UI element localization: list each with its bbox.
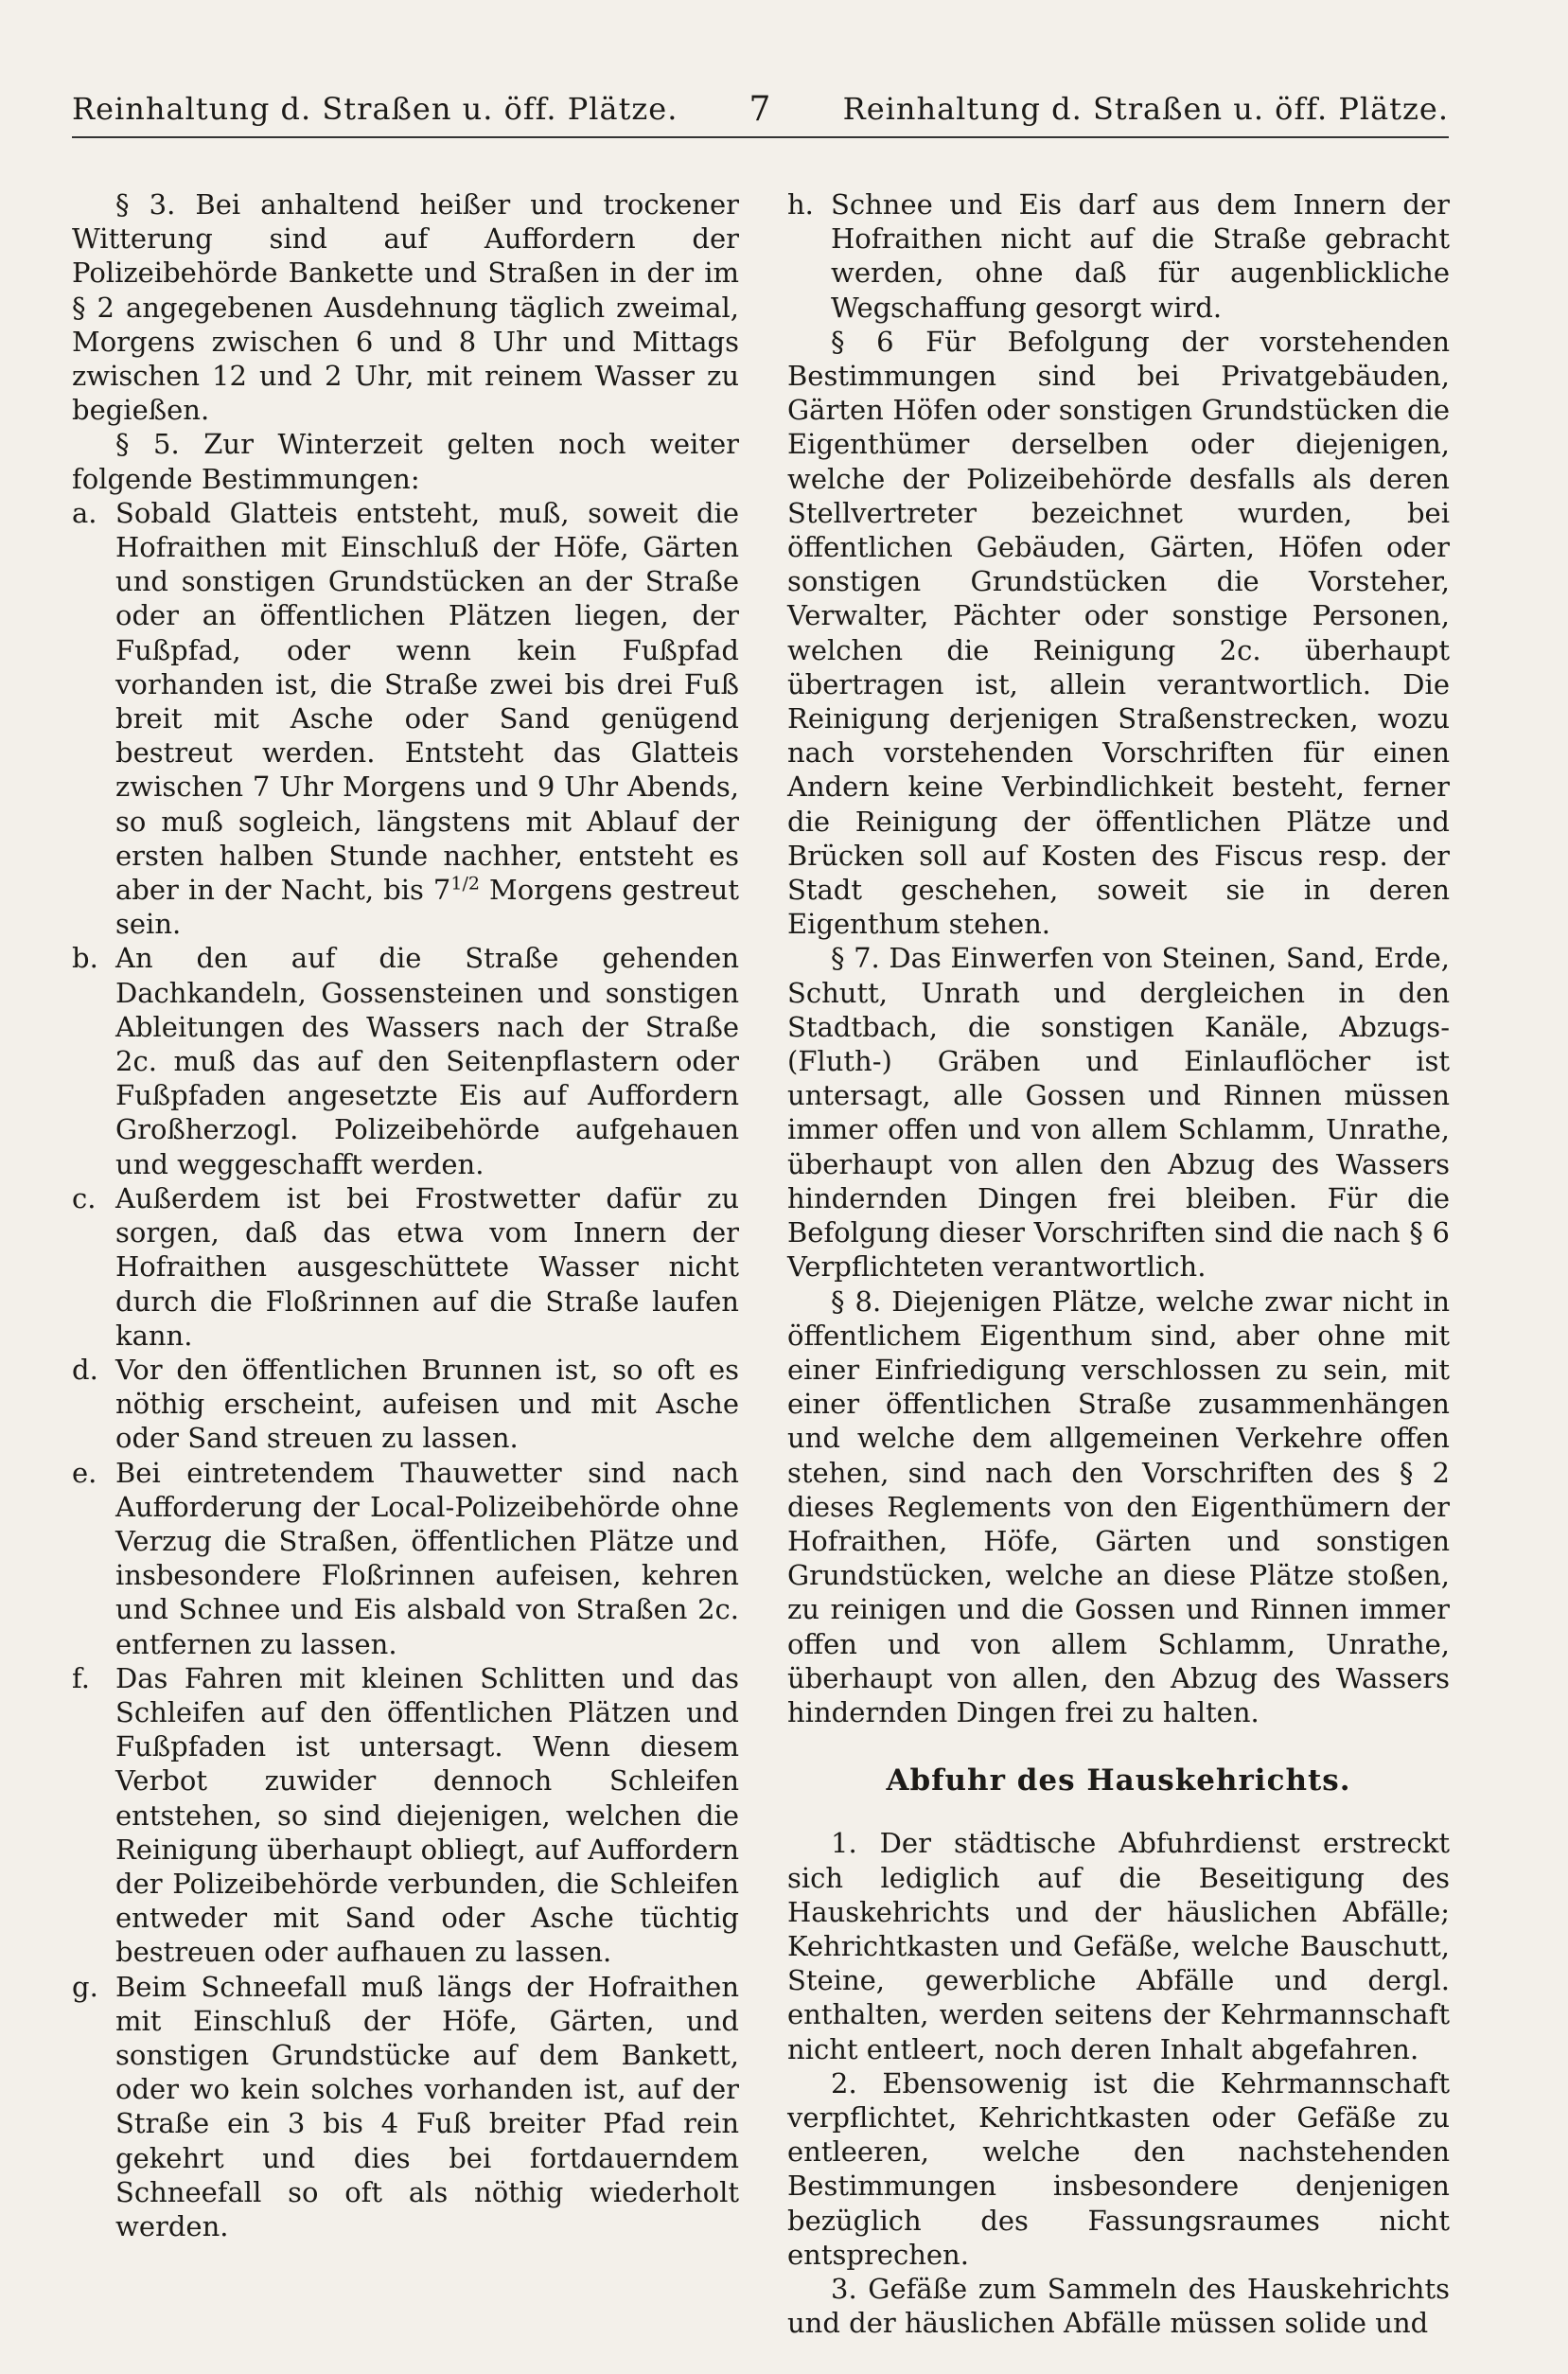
paragraph-3: § 3. Bei anhaltend heißer und trockener Witterung sind auf Auffordern der Polizeibehörde Bankette und Straßen in der im § 2 angegebenen Ausdehnung täglich zweimal, Morgens zwischen 6 und 8 Uhr und Mittags zwischen 12 und 2 Uhr, mit reinem Wasser zu begießen.	[72, 188, 739, 427]
paragraph-6: § 6 Für Befolgung der vorstehenden Bestimmungen sind bei Privatgebäuden, Gärten Höfen oder sonstigen Grundstücken die Eigenthümer derselben oder diejenigen, welche der Polizeibehörde desfalls als deren Stellvertreter bezeichnet wurden, bei öffentlichen Gebäuden, Gärten, Höfen oder sonstigen Grundstücken die Vorsteher, Verwalter, Pächter oder sonstige Personen, welchen die Reinigung 2c. überhaupt übertragen ist, allein verantwortlich. Die Reinigung derjenigen Straßenstrecken, wozu nach vorstehenden Vorschriften für einen Andern keine Verbindlichkeit besteht, ferner die Reinigung der öffentlichen Plätze und Brücken soll auf Kosten des Fiscus resp. der Stadt geschehen, soweit sie in deren Eigenthum stehen.	[787, 325, 1450, 941]
paragraph-5: § 5. Zur Winterzeit gelten noch weiter folgende Bestimmungen:	[72, 428, 739, 495]
item-text: Schnee und Eis darf aus dem Innern der Hofraithen nicht auf die Straße gebracht werden, ohne daß für augenblickliche Wegschaffung gesorgt wird.	[831, 188, 1450, 324]
header-left-title: Reinhaltung d. Straßen u. öff. Plätze.	[72, 91, 678, 127]
list-item-d	[72, 1353, 739, 1456]
item-label: b.	[72, 942, 98, 975]
list-item-a	[72, 496, 739, 942]
item-text: An den auf die Straße gehenden Dachkandeln, Gossensteinen und sonstigen Ableitungen des Wassers nach der Straße 2c. muß das auf den Seitenpflastern oder Fußpfaden angesetzte Eis auf Auffordern Großherzogl. Polizeibehörde aufgehauen und weggeschafft werden.	[115, 942, 739, 1180]
numbered-paragraph-2: 2. Ebensowenig ist die Kehrmannschaft verpflichtet, Kehrichtkasten oder Gefäße zu entleeren, welche den nachstehenden Bestimmungen insbesondere denjenigen bezüglich des Fassungsraumes nicht entsprechen.	[787, 2066, 1450, 2271]
item-label: c.	[72, 1181, 97, 1214]
item-text-part: Sobald Glatteis entsteht, muß, soweit die Hofraithen mit Einschluß der Höfe, Gärten und sonstigen Grundstücken an der Straße oder an öffentlichen Plätzen liegen, der Fußpfad, oder wenn kein Fußpfad vorhanden ist, die Straße zwei bis drei Fuß breit mit Asche oder Sand genügend bestreut werden. Entsteht das Glatteis zwischen 7 Uhr Morgens und 9 Uhr Abends, so muß sogleich, längstens mit Ablauf der ersten halben Stunde nachher, entsteht es aber in der Nacht, bis 7	[115, 496, 739, 907]
section-heading: Abfuhr des Hauskehrichts.	[886, 1763, 1351, 1798]
left-column	[72, 187, 739, 2243]
paragraph-7: § 7. Das Einwerfen von Steinen, Sand, Erde, Schutt, Unrath und dergleichen in den Stadtbach, die sonstigen Kanäle, Abzugs-(Fluth-) Gräben und Einlauflöcher ist untersagt, alle Gossen und Rinnen müssen immer offen und von allem Schlamm, Unrathe, überhaupt von allen den Abzug des Wassers hindernden Dingen frei bleiben. Für die Befolgung dieser Vorschriften sind die nach § 6 Verpflichteten verantwortlich.	[787, 942, 1450, 1284]
numbered-paragraph-1: 1. Der städtische Abfuhrdienst erstreckt sich lediglich auf die Beseitigung des Hauskehrichts und der häuslichen Abfälle; Kehrichtkasten und Gefäße, welche Bauschutt, Steine, gewerbliche Abfälle und dergl. enthalten, werden seitens der Kehrmannschaft nicht entleert, noch deren Inhalt abgefahren.	[787, 1827, 1450, 2065]
header-right-title: Reinhaltung d. Straßen u. öff. Plätze.	[842, 91, 1449, 127]
item-label: e.	[72, 1456, 97, 1489]
item-label: d.	[72, 1353, 98, 1386]
fraction-superscript: 1/2	[450, 873, 480, 895]
item-text: Außerdem ist bei Frostwetter dafür zu sorgen, daß das etwa vom Innern der Hofraithen ausgeschüttete Wasser nicht durch die Floßrinnen auf die Straße laufen kann.	[115, 1181, 739, 1352]
item-text: Beim Schneefall muß längs der Hofraithen mit Einschluß der Höfe, Gärten, und sonstigen Grundstücke auf dem Bankett, oder wo kein solches vorhanden ist, auf der Straße ein 3 bis 4 Fuß breiter Pfad rein gekehrt und dies bei fortdauerndem Schneefall so oft als nöthig wiederholt werden.	[115, 1970, 739, 2242]
list-item-h	[787, 187, 1450, 325]
item-text: Bei eintretendem Thauwetter sind nach Aufforderung der Local-Polizeibehörde ohne Verzug die Straßen, öffentlichen Plätze und insbesondere Floßrinnen aufeisen, kehren und Schnee und Eis alsbald von Straßen 2c. entfernen zu lassen.	[115, 1456, 739, 1660]
item-label: g.	[72, 1970, 98, 2003]
item-text-part: Morgens gestreut sein.	[115, 874, 740, 941]
list-item-f	[72, 1661, 739, 1970]
item-label: h.	[787, 188, 814, 221]
page-number: 7	[749, 89, 772, 129]
item-text	[115, 496, 739, 942]
item-text: Das Fahren mit kleinen Schlitten und das Schleifen auf den öffentlichen Plätzen und Fußpfaden ist untersagt. Wenn diesem Verbot zuwider dennoch Schleifen entstehen, so sind diejenigen, welchen die Reinigung überhaupt obliegt, auf Auffordern der Polizeibehörde verbunden, die Schleifen entweder mit Sand oder Asche tüchtig bestreuen oder aufhauen zu lassen.	[115, 1661, 739, 1969]
item-label: f.	[72, 1661, 90, 1694]
list-item-b	[72, 941, 739, 1180]
right-column	[787, 187, 1450, 2340]
header-rule	[72, 136, 1449, 138]
item-text: Vor den öffentlichen Brunnen ist, so oft es nöthig erscheint, aufeisen und mit Asche oder Sand streuen zu lassen.	[115, 1353, 739, 1455]
list-item-e	[72, 1456, 739, 1661]
numbered-paragraph-3: 3. Gefäße zum Sammeln des Hauskehrichts und der häuslichen Abfälle müssen solide und	[787, 2272, 1450, 2340]
list-item-g	[72, 1970, 739, 2244]
running-header	[72, 83, 1449, 134]
list-item-c	[72, 1181, 739, 1353]
paragraph-8: § 8. Diejenigen Plätze, welche zwar nicht in öffentlichem Eigenthum sind, aber ohne mit einer Einfriedigung verschlossen zu sein, mit einer öffentlichen Straße zusammenhängen und welche dem allgemeinen Verkehre offen stehen, sind nach den Vorschriften des § 2 dieses Reglements von den Eigenthümern der Hofraithen, Höfe, Gärten und sonstigen Grundstücken, welche an diese Plätze stoßen, zu reinigen und die Gossen und Rinnen immer offen und von allem Schlamm, Unrathe, überhaupt von allen, den Abzug des Wassers hindernden Dingen frei zu halten.	[787, 1284, 1450, 1728]
item-label: a.	[72, 496, 97, 529]
